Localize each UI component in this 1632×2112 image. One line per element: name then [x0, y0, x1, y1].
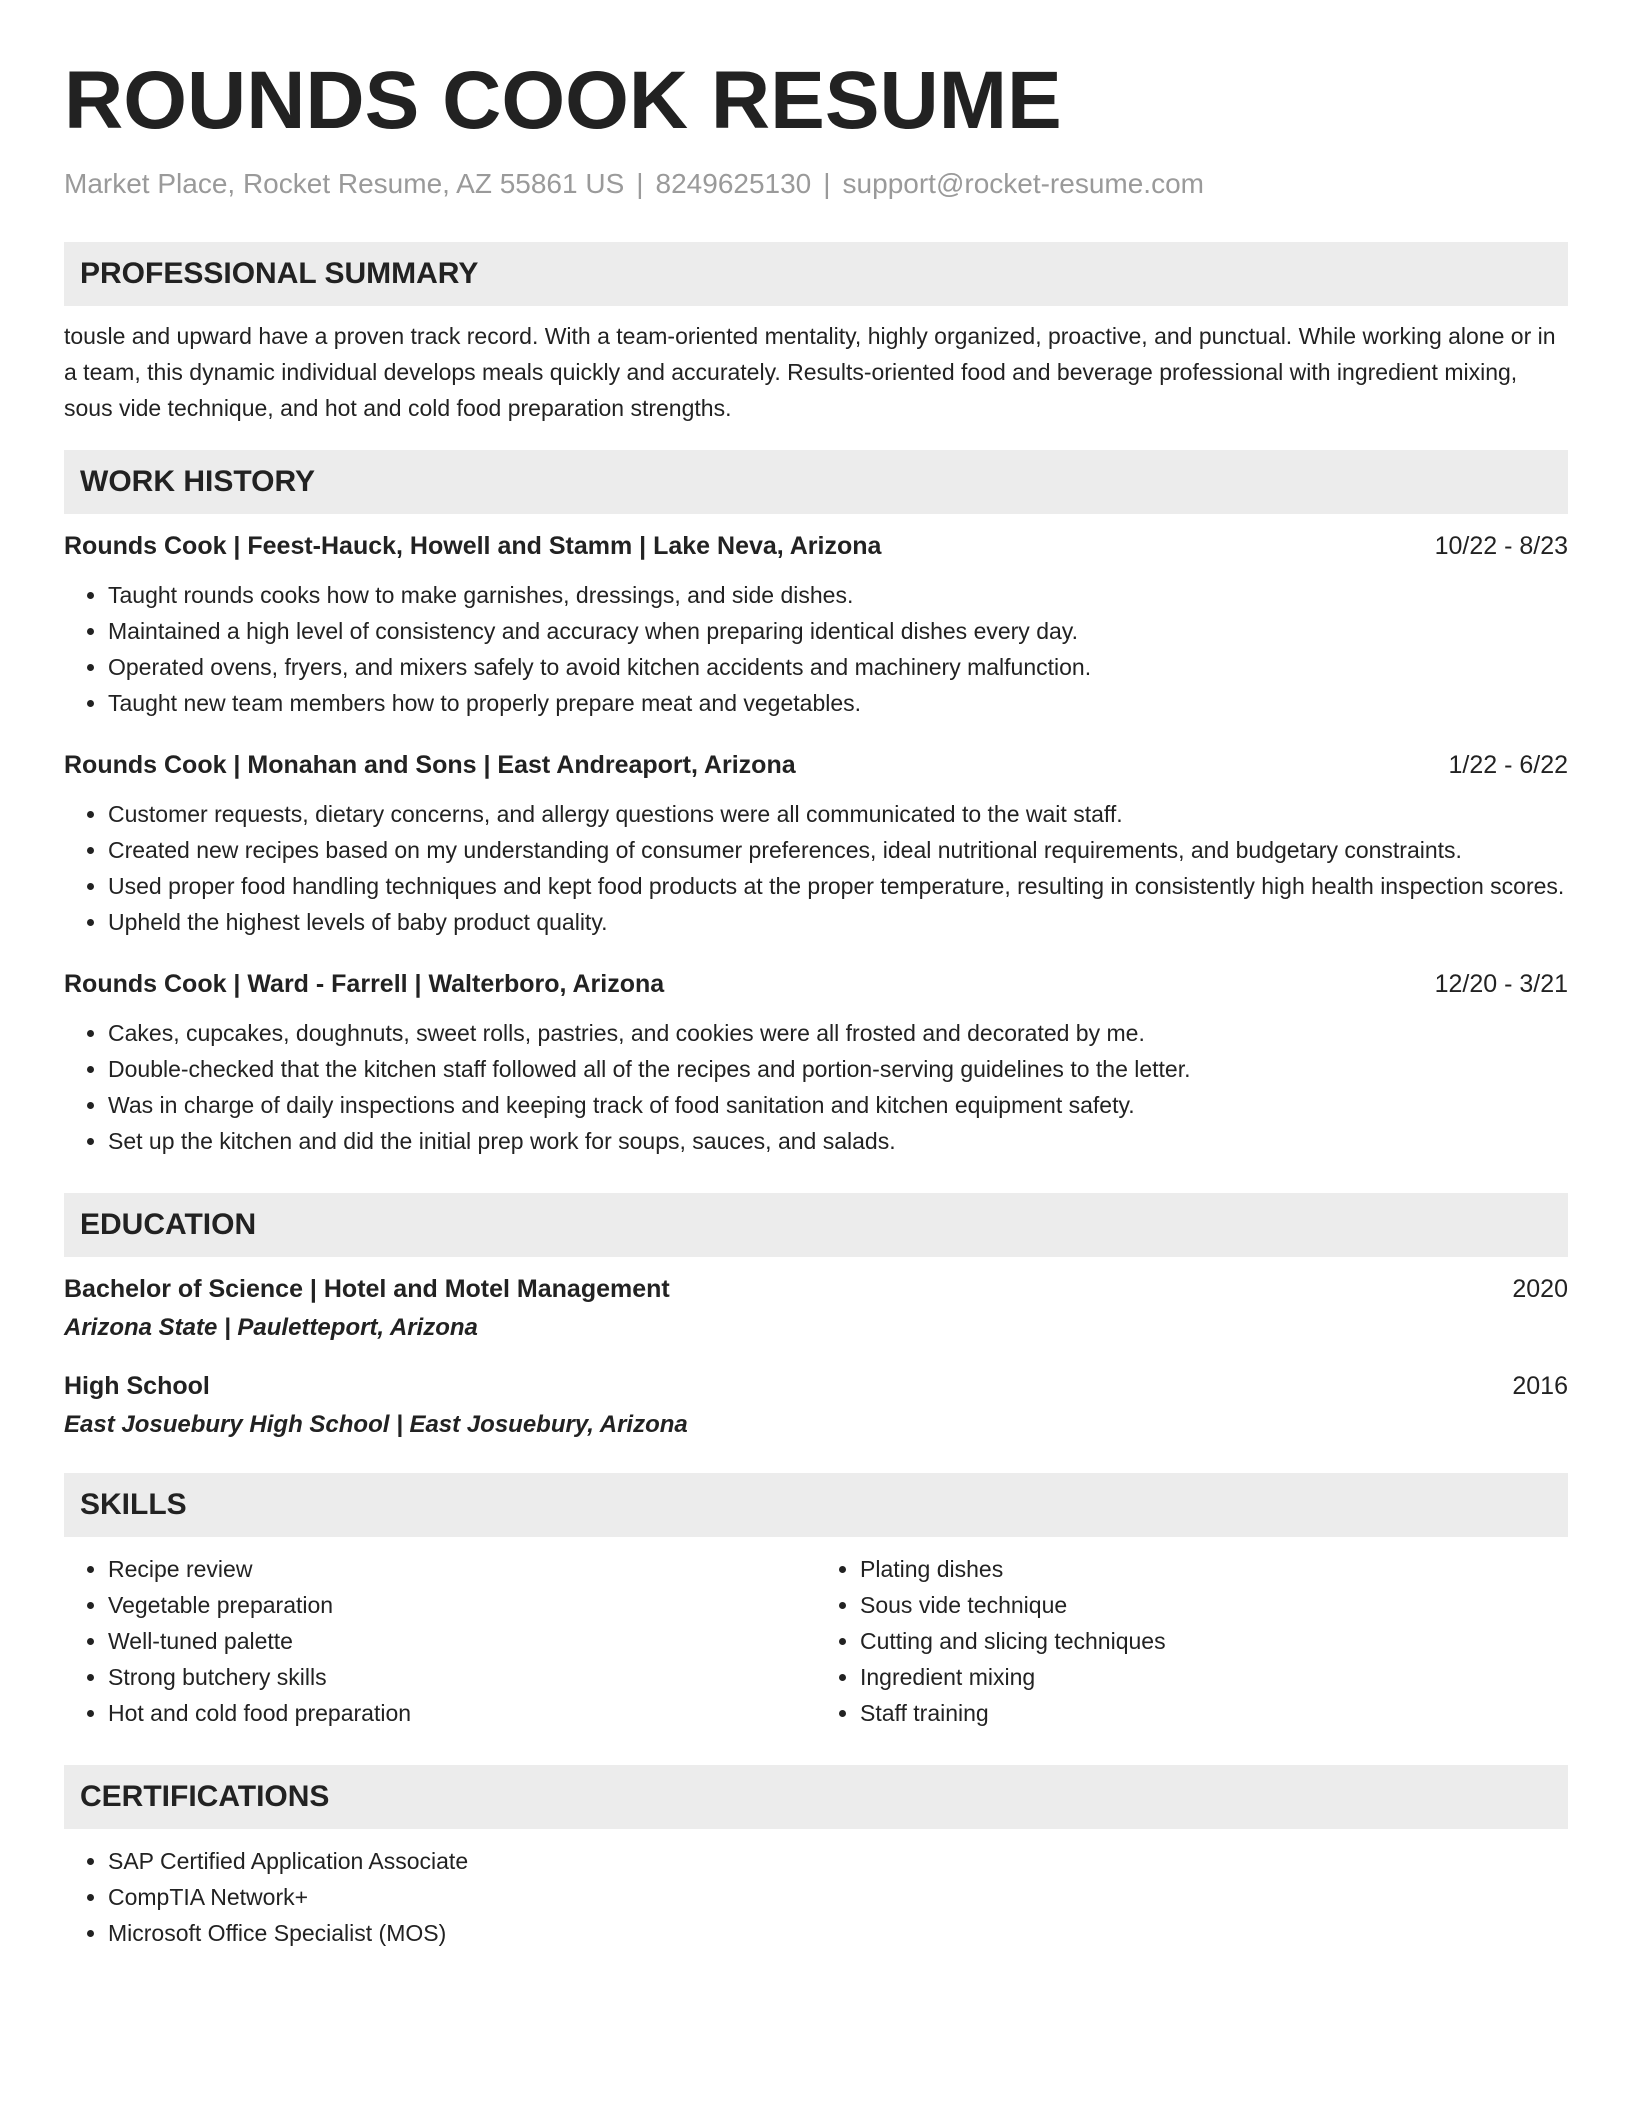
skills-list	[64, 1551, 1568, 1731]
job-title: Rounds Cook | Feest-Hauck, Howell and Stamm | Lake Neva, Arizona	[64, 532, 882, 560]
education-entry	[64, 1372, 1568, 1439]
education-degree: High School	[64, 1372, 210, 1400]
job-bullet: • Maintained a high level of consistency and accuracy when preparing identical dishes every day.	[108, 613, 1568, 649]
certification-item: • Microsoft Office Specialist (MOS)	[108, 1915, 1568, 1951]
job-bullet: • Cakes, cupcakes, doughnuts, sweet rolls, pastries, and cookies were all frosted and decorated by me.	[108, 1015, 1568, 1051]
job-entry	[64, 532, 1568, 721]
job-bullet: • Used proper food handling techniques and kept food products at the proper temperature, resulting in consistently high health inspection scores.	[108, 868, 1568, 904]
education-school: Arizona State | Pauletteport, Arizona	[64, 1314, 478, 1341]
skill-item: • Vegetable preparation	[108, 1587, 816, 1623]
education-header	[64, 1275, 1568, 1304]
job-bullets	[64, 796, 1568, 940]
education-year: 2020	[1512, 1275, 1568, 1303]
section-header-work-history: WORK HISTORY	[64, 450, 1568, 514]
job-bullet: • Was in charge of daily inspections and keeping track of food sanitation and kitchen equipment safety.	[108, 1087, 1568, 1123]
job-bullet: • Taught rounds cooks how to make garnishes, dressings, and side dishes.	[108, 577, 1568, 613]
job-title: Rounds Cook | Ward - Farrell | Walterboro, Arizona	[64, 970, 665, 998]
job-bullet: • Upheld the highest levels of baby product quality.	[108, 904, 1568, 940]
job-entry	[64, 970, 1568, 1159]
education-school: East Josuebury High School | East Josuebury, Arizona	[64, 1411, 688, 1438]
education-header	[64, 1372, 1568, 1401]
contact-line	[64, 168, 1568, 200]
job-bullet: • Taught new team members how to properly prepare meat and vegetables.	[108, 685, 1568, 721]
skill-item: • Plating dishes	[860, 1551, 1568, 1587]
contact-email: support@rocket-resume.com	[842, 168, 1204, 199]
skill-item: • Sous vide technique	[860, 1587, 1568, 1623]
certification-item: • SAP Certified Application Associate	[108, 1843, 1568, 1879]
education-entry	[64, 1275, 1568, 1342]
resume-title: ROUNDS COOK RESUME	[64, 55, 1062, 146]
skills-column-left	[64, 1551, 816, 1731]
skill-item: • Cutting and slicing techniques	[860, 1623, 1568, 1659]
skills-column-right	[816, 1551, 1568, 1731]
certifications-list	[64, 1843, 1568, 1951]
section-header-summary: PROFESSIONAL SUMMARY	[64, 242, 1568, 306]
contact-phone: 8249625130	[655, 168, 812, 199]
contact-separator: |	[823, 168, 831, 199]
job-bullet: • Operated ovens, fryers, and mixers safely to avoid kitchen accidents and machinery malfunction.	[108, 649, 1568, 685]
skill-item: • Recipe review	[108, 1551, 816, 1587]
job-entry	[64, 751, 1568, 940]
skill-item: • Well-tuned palette	[108, 1623, 816, 1659]
contact-address: Market Place, Rocket Resume, AZ 55861 US	[64, 168, 625, 199]
job-bullet: • Set up the kitchen and did the initial prep work for soups, sauces, and salads.	[108, 1123, 1568, 1159]
job-bullets	[64, 1015, 1568, 1159]
job-dates: 1/22 - 6/22	[1448, 751, 1568, 779]
job-title: Rounds Cook | Monahan and Sons | East Andreaport, Arizona	[64, 751, 796, 779]
education-degree: Bachelor of Science | Hotel and Motel Management	[64, 1275, 670, 1303]
contact-separator: |	[636, 168, 644, 199]
job-dates: 12/20 - 3/21	[1434, 970, 1568, 998]
job-header	[64, 970, 1568, 999]
section-header-certifications: CERTIFICATIONS	[64, 1765, 1568, 1829]
skill-item: • Hot and cold food preparation	[108, 1695, 816, 1731]
section-header-education: EDUCATION	[64, 1193, 1568, 1257]
job-header	[64, 751, 1568, 780]
job-header	[64, 532, 1568, 561]
job-dates: 10/22 - 8/23	[1434, 532, 1568, 560]
job-bullet: • Double-checked that the kitchen staff followed all of the recipes and portion-serving guidelines to the letter.	[108, 1051, 1568, 1087]
job-bullets	[64, 577, 1568, 721]
education-year: 2016	[1512, 1372, 1568, 1400]
skill-item: • Strong butchery skills	[108, 1659, 816, 1695]
job-bullet: • Customer requests, dietary concerns, and allergy questions were all communicated to the wait staff.	[108, 796, 1568, 832]
section-header-skills: SKILLS	[64, 1473, 1568, 1537]
summary-text: tousle and upward have a proven track record. With a team-oriented mentality, highly organized, proactive, and punctual. While working alone or in a team, this dynamic individual develops meals quickly and accurately. Results-oriented food and beverage professional with ingredient mixing, sous vide technique, and hot and cold food preparation strengths.	[64, 323, 1556, 421]
skill-item: • Ingredient mixing	[860, 1659, 1568, 1695]
skill-item: • Staff training	[860, 1695, 1568, 1731]
job-bullet: • Created new recipes based on my understanding of consumer preferences, ideal nutritional requirements, and budgetary constraints.	[108, 832, 1568, 868]
certification-item: • CompTIA Network+	[108, 1879, 1568, 1915]
